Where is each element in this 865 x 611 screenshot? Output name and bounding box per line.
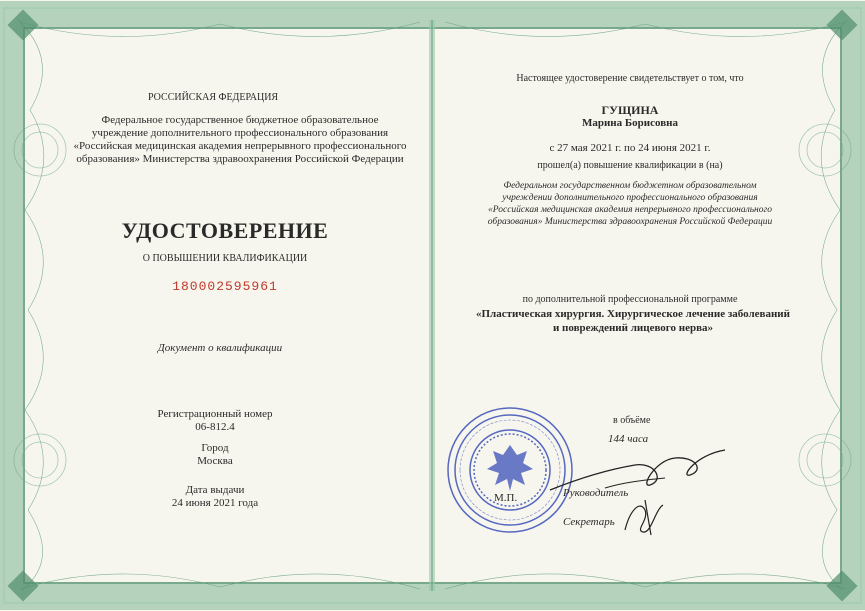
institution-line-2: учреждении дополнительного профессионального образования [502, 193, 758, 203]
program-title-line-2: и повреждений лицевого нерва» [552, 322, 714, 334]
volume-value: 144 часа [608, 433, 649, 445]
volume-label: в объёме [613, 415, 651, 426]
city-value: Москва [197, 455, 233, 467]
issuer-line-4: образования» Министерства здравоохранения Российской Федерации [76, 153, 404, 165]
stamp-place-label: М.П. [494, 492, 518, 504]
issue-date-label: Дата выдачи [185, 484, 245, 496]
training-period: с 27 мая 2021 г. по 24 июня 2021 г. [549, 142, 711, 154]
head-signature-label: Руководитель [563, 487, 629, 499]
issuer-line-1: Федеральное государственное бюджетное образовательное [101, 114, 379, 126]
document-type: Документ о квалификации [157, 342, 283, 354]
secretary-signature [615, 490, 675, 540]
secretary-signature-label: Секретарь [563, 516, 615, 528]
institution-line-1: Федеральном государственном бюджетном образовательном [503, 181, 757, 191]
holder-surname: ГУЩИНА [601, 103, 659, 117]
city-label: Город [201, 442, 229, 454]
certificate-subtitle: О ПОВЫШЕНИИ КВАЛИФИКАЦИИ [142, 253, 308, 264]
certifies-text: Настоящее удостоверение свидетельствует о том, что [516, 73, 744, 84]
institution-line-3: «Российская медицинская академия непрерывного профессионального [488, 205, 772, 215]
passed-text: прошел(а) повышение квалификации в (на) [537, 160, 723, 171]
certificate-number: 180002595961 [172, 279, 278, 294]
certificate-title: УДОСТОВЕРЕНИЕ [121, 218, 329, 243]
federation-label: РОССИЙСКАЯ ФЕДЕРАЦИЯ [148, 92, 279, 103]
program-title-line-1: «Пластическая хирургия. Хирургическое лечение заболеваний [476, 308, 790, 320]
registration-label: Регистрационный номер [157, 408, 273, 420]
issuer-line-3: «Российская медицинская академия непрерывного профессионального [73, 140, 407, 152]
issuer-line-2: учреждение дополнительного профессионального образования [91, 127, 389, 139]
holder-name: Марина Борисовна [581, 117, 679, 129]
program-label: по дополнительной профессиональной программе [522, 294, 738, 305]
institution-line-4: образования» Министерства здравоохранения Российской Федерации [487, 217, 773, 227]
issue-date-value: 24 июня 2021 года [171, 497, 259, 509]
registration-number: 06-812.4 [195, 421, 235, 433]
